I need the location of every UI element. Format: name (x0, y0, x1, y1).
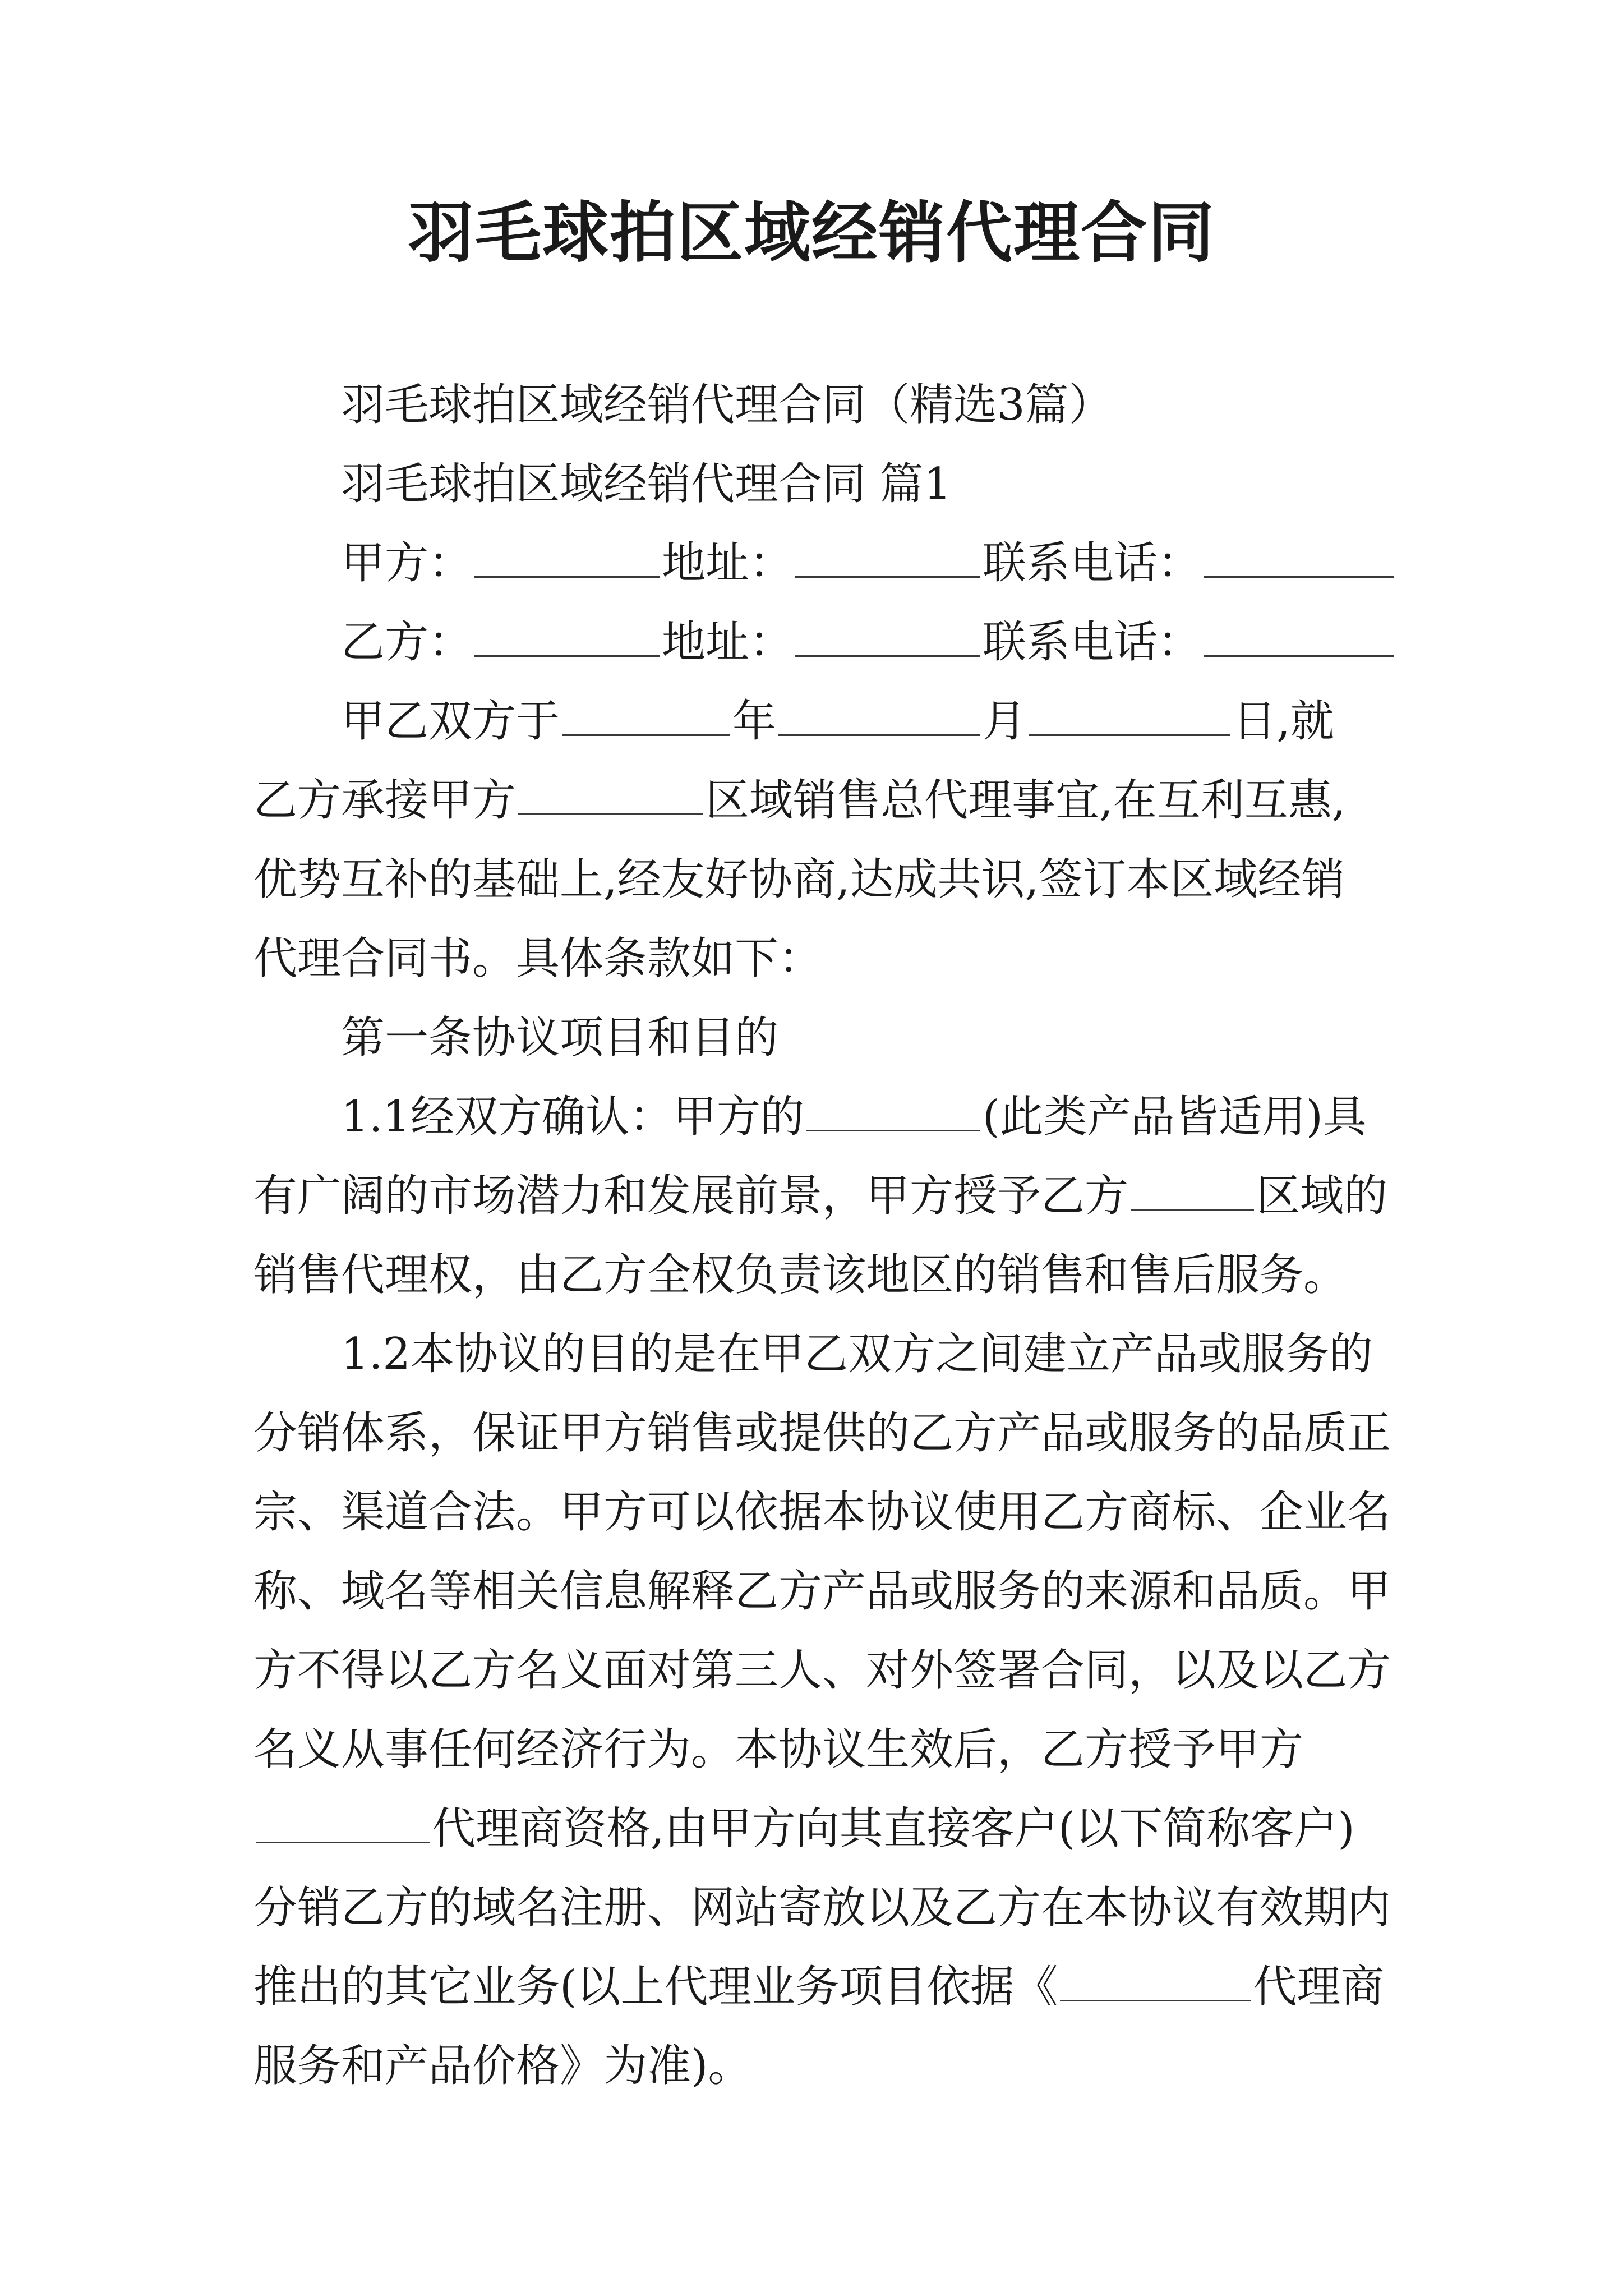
intro-line-1 (253, 682, 1395, 761)
party-b-name-blank (474, 620, 660, 657)
clause-text: 有广阔的市场潜力和发展前景，甲方授予乙方 (253, 1171, 1129, 1221)
intro-text: 区域销售总代理事宜,在互利互惠, (706, 775, 1346, 826)
month-label: 月 (983, 696, 1027, 747)
clause-text: (此类产品皆适用)具 (983, 1092, 1367, 1142)
clause-1-2-line-4: 称、域名等相关信息解释乙方产品或服务的来源和品质。甲 (253, 1566, 1391, 1617)
clause-1-2-line-3: 宗、渠道合法。甲方可以依据本协议使用乙方商标、企业名 (253, 1487, 1391, 1538)
intro-line-4: 代理合同书。具体条款如下： (253, 933, 823, 984)
clause-1-2-line-10: 服务和产品价格》为准)。 (253, 2041, 752, 2091)
agent-level-blank (256, 1807, 430, 1843)
party-a-label: 甲方： (341, 538, 473, 588)
party-b-address-label: 地址： (662, 617, 794, 668)
clause-text: 推出的其它业务(以上代理业务项目依据《 (253, 1962, 1058, 2012)
clause-1-2-line-1: 1.2本协议的目的是在甲乙双方之间建立产品或服务的 (341, 1329, 1373, 1379)
clause-text: 代理商资格,由甲方向其直接客户(以下简称客户) (432, 1803, 1355, 1854)
party-a-address-label: 地址： (662, 538, 794, 588)
clause-1-2-line-6: 名义从事任何经济行为。本协议生效后，乙方授予甲方 (253, 1724, 1304, 1775)
party-a-address-blank (795, 541, 980, 578)
day-label: 日,就 (1233, 696, 1334, 747)
party-b-line (253, 603, 1395, 682)
party-a-name-blank (474, 541, 660, 578)
clause-text: 1.1经双方确认：甲方的 (341, 1092, 805, 1142)
document-subtitle: 羽毛球拍区域经销代理合同（精选3篇） (341, 380, 1113, 430)
intro-text: 乙方承接甲方 (253, 775, 517, 826)
intro-line-2 (253, 761, 1395, 840)
party-a-phone-blank (1204, 541, 1394, 578)
party-b-label: 乙方： (341, 617, 473, 668)
product-blank (806, 1095, 980, 1131)
clause-1-2-line-9 (253, 1948, 1395, 2027)
clause-text: 代理商 (1253, 1962, 1385, 2012)
intro-text: 甲乙双方于 (341, 696, 560, 747)
clause-1-2-line-8: 分销乙方的域名注册、网站寄放以及乙方在本协议有效期内 (253, 1883, 1391, 1933)
section-title: 羽毛球拍区域经销代理合同 篇1 (341, 459, 952, 509)
clause-1-1-line-1 (253, 1078, 1395, 1157)
intro-line-3: 优势互补的基础上,经友好协商,达成共识,签订本区域经销 (253, 854, 1345, 905)
day-blank (1029, 700, 1230, 736)
month-blank (778, 700, 980, 736)
price-list-blank (1060, 1965, 1251, 2001)
party-b-address-blank (795, 620, 980, 657)
year-label: 年 (732, 696, 777, 747)
document-title: 羽毛球拍区域经销代理合同 (407, 194, 1215, 272)
document-body (253, 366, 1395, 2106)
party-a-phone-label: 联系电话： (983, 538, 1202, 588)
clause-1-1-line-2 (253, 1157, 1395, 1236)
clause-1-2-line-2: 分销体系，保证甲方销售或提供的乙方产品或服务的品质正 (253, 1408, 1391, 1458)
clause-1-2-line-7 (253, 1789, 1395, 1869)
party-b-phone-blank (1204, 620, 1394, 657)
clause-text: 区域的 (1256, 1171, 1388, 1221)
clause-1-2-line-5: 方不得以乙方名义面对第三人、对外签署合同，以及以乙方 (253, 1645, 1391, 1696)
party-a-line (253, 524, 1395, 603)
region-blank (518, 779, 703, 815)
year-blank (562, 700, 730, 736)
clause-1-1-line-3: 销售代理权，由乙方全权负责该地区的销售和售后服务。 (253, 1250, 1348, 1300)
area-blank (1131, 1174, 1254, 1211)
party-b-phone-label: 联系电话： (983, 617, 1202, 668)
article-1-heading: 第一条协议项目和目的 (341, 1013, 779, 1063)
